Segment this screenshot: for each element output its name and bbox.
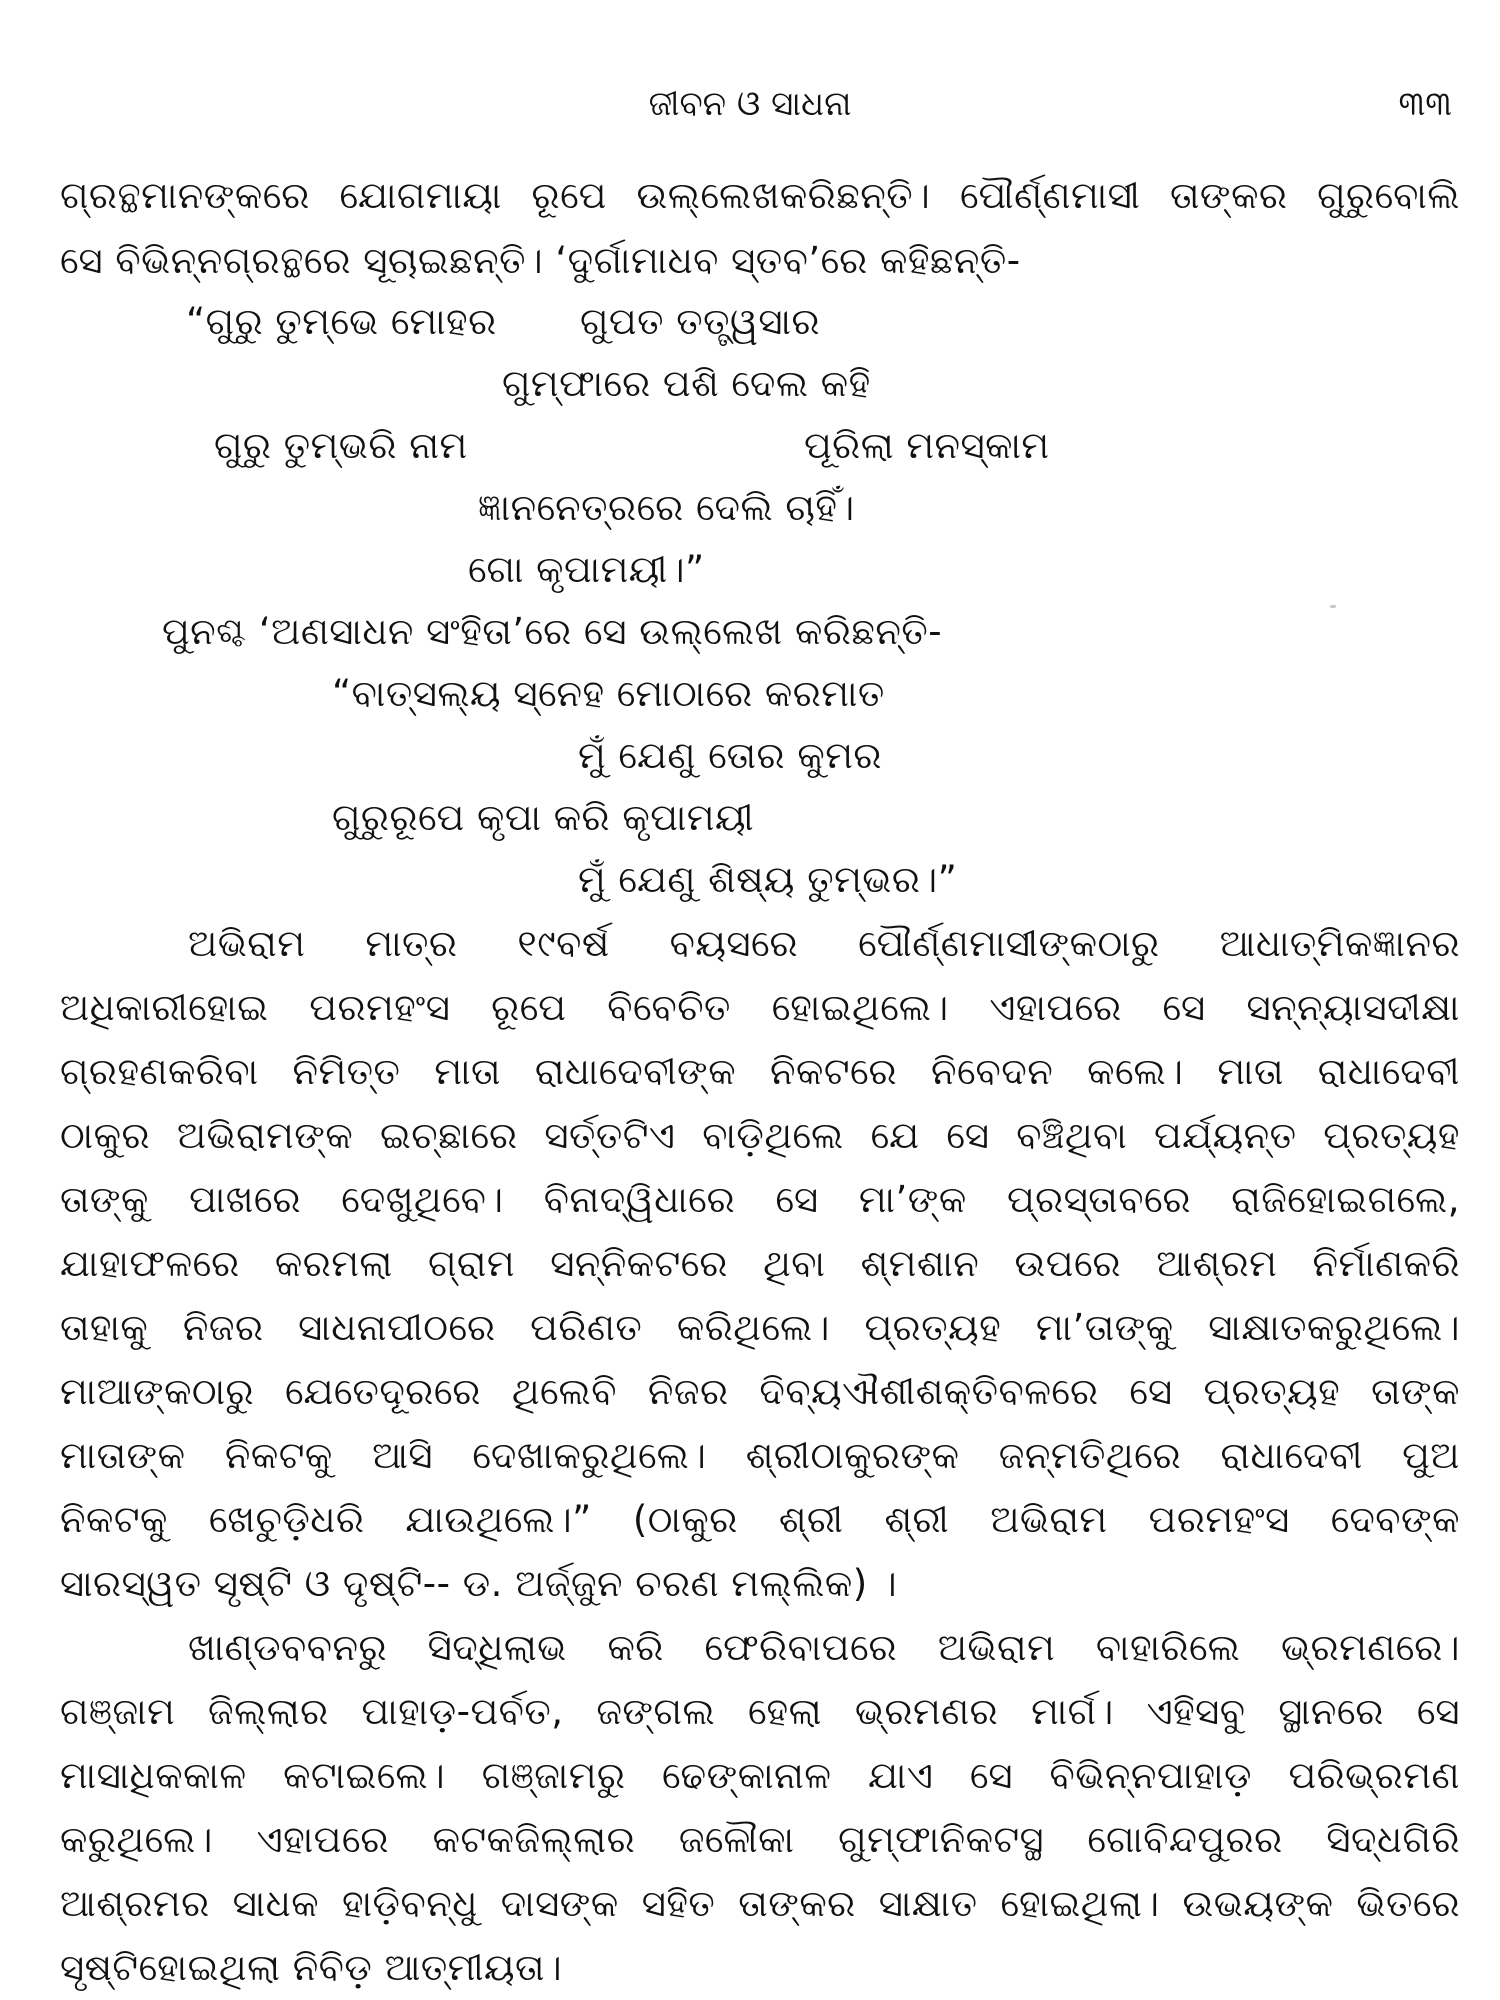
poem-line: ଗୁରୁ ତୁମ୍ଭରି ନାମ [214,424,468,467]
text-line: ତାହାକୁ ନିଜର ସାଧନାପୀଠରେ ପରିଣତ କରିଥିଲେ। ପ୍ରତ୍ୟହ ମା’ତାଙ୍କୁ ସାକ୍ଷାତକରୁଥିଲେ। [60,1306,1460,1349]
text-line: ଅଭିରାମ ମାତ୍ର ୧୯ବର୍ଷ ବୟସରେ ପୌର୍ଣ୍ଣମାସୀଙ୍କଠାରୁ ଆଧାତ୍ମିକଜ୍ଞାନର [188,922,1460,965]
text-line: କରୁଥିଲେ। ଏହାପରେ କଟକଜିଲ୍ଲାର ଜଳୌକା ଗୁମ୍ଫାନିକଟସ୍ଥ ଗୋବିନ୍ଦପୁରର ସିଦ୍ଧଗିରି [60,1818,1460,1861]
text-line: ମାସାଧିକକାଳ କଟାଇଲେ। ଗଞ୍ଜାମରୁ ଢେଙ୍କାନାଳ ଯାଏ ସେ ବିଭିନ୍ନପାହାଡ଼ ପରିଭ୍ରମଣ [60,1754,1460,1797]
poem-line: ମୁଁ ଯେଣୁ ଶିଷ୍ୟ ତୁମ୍ଭର।” [578,858,958,901]
running-header-title: ଜୀବନ ଓ ସାଧନା [648,84,852,124]
text-line: ଅଧିକାରୀହୋଇ ପରମହଂସ ରୂପେ ବିବେଚିତ ହୋଇଥିଲେ। ଏହାପରେ ସେ ସନ୍ନ୍ୟାସଦୀକ୍ଷା [60,986,1460,1029]
text-line: ସାରସ୍ୱତ ସୃଷ୍ଟି ଓ ଦୃଷ୍ଟି-- ଡ. ଅର୍ଜ୍ଜୁନ ଚରଣ ମଲ୍ଲିକ) । [60,1562,898,1605]
text-line: ଗଞ୍ଜାମ ଜିଲ୍ଲାର ପାହାଡ଼-ପର୍ବତ, ଜଙ୍ଗଲ ହେଲା ଭ୍ରମଣର ମାର୍ଗ। ଏହିସବୁ ସ୍ଥାନରେ ସେ [60,1690,1460,1733]
text-line: ଖାଣ୍ଡବବନରୁ ସିଦ୍ଧିଲାଭ କରି ଫେରିବାପରେ ଅଭିରାମ ବାହାରିଲେ ଭ୍ରମଣରେ। [188,1626,1460,1669]
poem-line: ଗୋ କୃପାମୟୀ।” [468,548,705,591]
poem-line: ମୁଁ ଯେଣୁ ତୋର କୁମର [578,734,882,777]
poem-line: “ବାତ୍ସଲ୍ୟ ସ୍ନେହ ମୋଠାରେ କରମାତ [332,672,885,715]
text-line: ଯାହାଫଳରେ କରମଲା ଗ୍ରାମ ସନ୍ନିକଟରେ ଥିବା ଶ୍ମଶାନ ଉପରେ ଆଶ୍ରମ ନିର୍ମାଣକରି [60,1242,1460,1285]
text-line: ସୃଷ୍ଟିହୋଇଥିଲା ନିବିଡ଼ ଆତ୍ମୀୟତା। [60,1946,563,1989]
poem-line: ପୂରିଲା ମନସ୍କାମ [804,424,1050,467]
poem-line: “ଗୁରୁ ତୁମ୍ଭେ ମୋହର [186,300,497,343]
text-line: ଗ୍ରନ୍ଥମାନଙ୍କରେ ଯୋଗମାୟା ରୂପେ ଉଲ୍ଲେଖକରିଛନ୍ତି। ପୌର୍ଣ୍ଣମାସୀ ତାଙ୍କର ଗୁରୁବୋଲି [60,174,1460,217]
text-line: ମାଆଙ୍କଠାରୁ ଯେତେଦୂରରେ ଥିଲେବି ନିଜର ଦିବ୍ୟଐଶୀଶକ୍ତିବଳରେ ସେ ପ୍ରତ୍ୟହ ତାଙ୍କ [60,1370,1460,1413]
poem-line: ଗୁମ୍ଫାରେ ପଶି ଦେଲ କହି [502,362,871,405]
paper-speck [1330,605,1336,608]
text-line: ସେ ବିଭିନ୍ନଗ୍ରନ୍ଥରେ ସୂଚାଇଛନ୍ତି। ‘ଦୁର୍ଗାମାଧବ ସ୍ତବ’ରେ କହିଛନ୍ତି- [60,239,1021,282]
text-line: ପୁନଶ୍ଚ ‘ଅଣସାଧନ ସଂହିତା’ରେ ସେ ଉଲ୍ଲେଖ କରିଛନ୍ତି- [162,610,943,653]
text-line: ଗ୍ରହଣକରିବା ନିମିତ୍ତ ମାତା ରାଧାଦେବୀଙ୍କ ନିକଟରେ ନିବେଦନ କଲେ। ମାତା ରାଧାଦେବୀ [60,1050,1460,1093]
text-line: ମାତାଙ୍କ ନିକଟକୁ ଆସି ଦେଖାକରୁଥିଲେ। ଶ୍ରୀଠାକୁରଙ୍କ ଜନ୍ମତିଥିରେ ରାଧାଦେବୀ ପୁଅ [60,1434,1460,1477]
poem-line: ଜ୍ଞାନନେତ୍ରରେ ଦେଲି ଚାହିଁ। [478,486,855,529]
text-line: ନିକଟକୁ ଖେଚୁଡ଼ିଧରି ଯାଉଥିଲେ।” (ଠାକୁର ଶ୍ରୀ ଶ୍ରୀ ଅଭିରାମ ପରମହଂସ ଦେବଙ୍କ [60,1498,1460,1541]
text-line: ଠାକୁର ଅଭିରାମଙ୍କ ଇଚ୍ଛାରେ ସର୍ତ୍ତଟିଏ ବାଡ଼ିଥିଲେ ଯେ ସେ ବଞ୍ଚିଥିବା ପର୍ଯ୍ୟନ୍ତ ପ୍ରତ୍ୟହ [60,1114,1460,1157]
text-line: ତାଙ୍କୁ ପାଖରେ ଦେଖୁଥିବେ। ବିନାଦ୍ୱିଧାରେ ସେ ମା’ଙ୍କ ପ୍ରସ୍ତାବରେ ରାଜିହୋଇଗଲେ, [60,1178,1460,1221]
poem-line: ଗୁରୁରୂପେ କୃପା କରି କୃପାମୟୀ [332,796,755,839]
poem-line: ଗୁପତ ତତ୍ତ୍ୱସାର [580,300,821,343]
page-number: ୩୩ [1398,84,1452,124]
text-line: ଆଶ୍ରମର ସାଧକ ହାଡ଼ିବନ୍ଧୁ ଦାସଙ୍କ ସହିତ ତାଙ୍କର ସାକ୍ଷାତ ହୋଇଥିଲା। ଉଭୟଙ୍କ ଭିତରେ [60,1882,1460,1925]
